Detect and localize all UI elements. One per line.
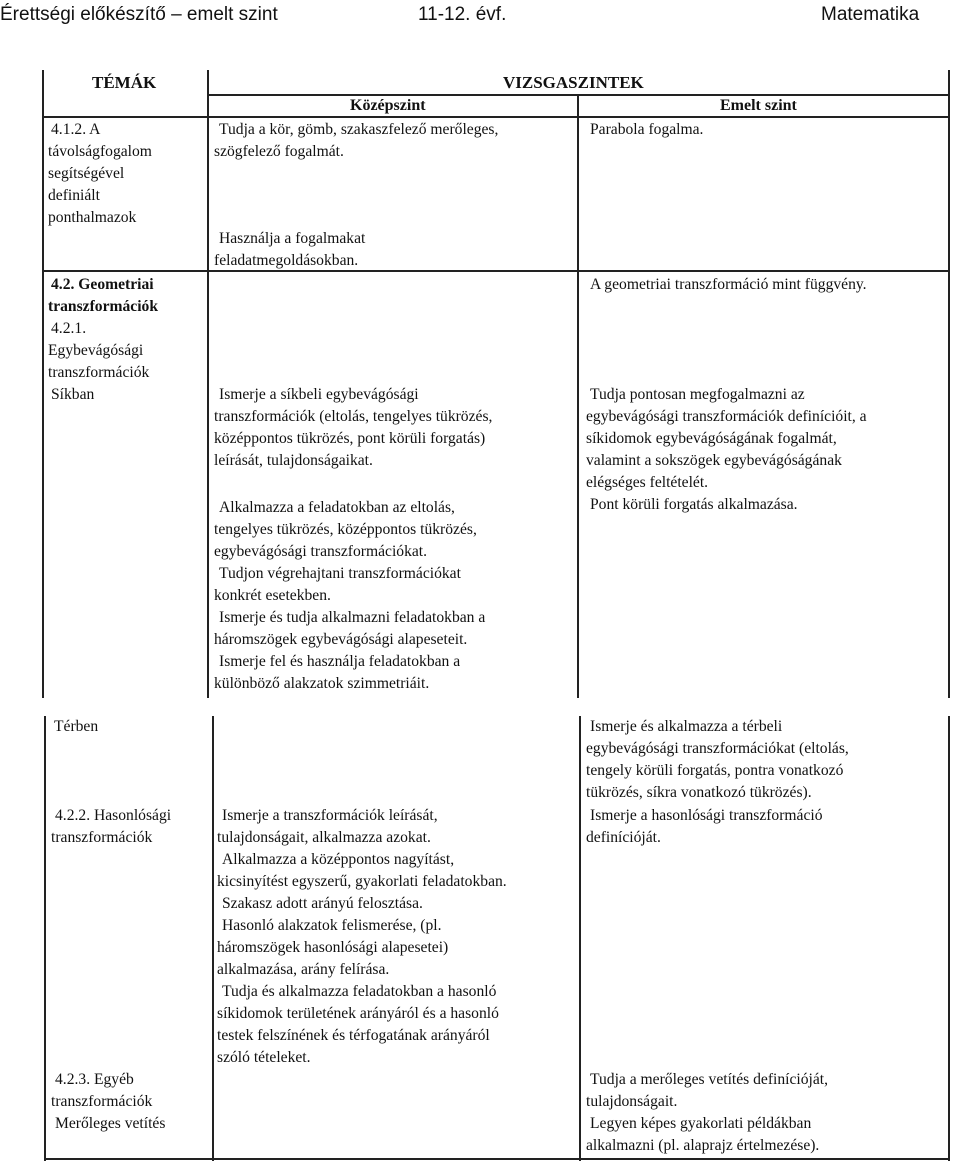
mid-line: Ismerje a transzformációk leírását, [222, 807, 438, 824]
adv-line: alkalmazni (pl. alaprajz értelmezése). [586, 1137, 820, 1154]
topic-heading-line: 4.2. Geometriai [51, 276, 154, 293]
table-border-left [42, 70, 44, 698]
table-border-right [948, 70, 950, 698]
adv-line: egybevágósági transzformációk definícióit, a [586, 408, 867, 425]
mid-line: Tudja a kör, gömb, szakaszfelező merőleges, [219, 121, 499, 138]
adv-line: Ismerje a hasonlósági transzformáció [590, 807, 823, 824]
col-header-adv: Emelt szint [720, 97, 797, 114]
mid-line: síkidomok területének arányáról és a hasonló [217, 1005, 499, 1022]
topic-line: transzformációk [51, 1093, 153, 1110]
mid-line: Ismerje a síkbeli egybevágósági [219, 386, 419, 403]
header-grade: 11-12. évf. [418, 4, 507, 25]
table-bottom-line [44, 1158, 950, 1160]
adv-line: síkidomok egybevágóságának fogalmát, [586, 430, 837, 447]
topic-heading-line: transzformációk [48, 298, 158, 315]
header-divider [207, 94, 950, 96]
topic-line: Merőleges vetítés [55, 1115, 166, 1132]
topic-line: Síkban [51, 386, 95, 403]
row-divider [42, 270, 950, 272]
page-header [0, 0, 960, 30]
mid-line: Tudja és alkalmazza feladatokban a hasonló [222, 983, 497, 1000]
mid-line: tengelyes tükrözés, középpontos tükrözés, [214, 521, 477, 538]
adv-line: elégséges feltételét. [586, 474, 709, 491]
adv-line: Legyen képes gyakorlati példákban [590, 1115, 812, 1132]
header-bottom-line [42, 116, 950, 118]
mid-line: háromszögek hasonlósági alapesetei) [217, 939, 449, 956]
adv-line: valamint a sokszögek egybevágóságának [586, 452, 842, 469]
adv-line: tengely körüli forgatás, pontra vonatkozó [586, 762, 844, 779]
adv-line: Pont körüli forgatás alkalmazása. [590, 496, 798, 513]
mid-line: alkalmazása, arány felírása. [217, 961, 390, 978]
mid-line: Alkalmazza a feladatokban az eltolás, [219, 499, 455, 516]
mid-line: kicsinyítést egyszerű, gyakorlati feladatokban. [217, 873, 507, 890]
mid-line: háromszögek egybevágósági alapeseteit. [214, 631, 468, 648]
topic-line: transzformációk [48, 364, 150, 381]
adv-line: Tudja pontosan megfogalmazni az [590, 386, 805, 403]
mid-line: konkrét esetekben. [214, 587, 331, 604]
col-header-topics: TÉMÁK [92, 73, 157, 92]
mid-line: leírását, tulajdonságaikat. [214, 452, 373, 469]
adv-line: tulajdonságait. [586, 1093, 678, 1110]
mid-line: Alkalmazza a középpontos nagyítást, [222, 851, 455, 868]
adv-line: A geometriai transzformáció mint függvény. [590, 276, 867, 293]
mid-line: testek felszínének és térfogatának arányáról [217, 1027, 490, 1044]
table-divider-topics [207, 70, 209, 698]
table-border-left-lower [44, 716, 46, 1161]
topic-line: ponthalmazok [48, 209, 137, 226]
topic-line: 4.2.1. [51, 320, 87, 337]
adv-line: Ismerje és alkalmazza a térbeli [590, 718, 783, 735]
mid-line: szóló tételeket. [217, 1049, 311, 1066]
topic-line: 4.2.2. Hasonlósági [55, 807, 172, 824]
topic-line: 4.1.2. A [51, 121, 101, 138]
topic-line: 4.2.3. Egyéb [55, 1071, 134, 1088]
topic-line: Egybevágósági [48, 342, 144, 359]
mid-line: feladatmegoldásokban. [214, 252, 359, 269]
adv-line: tükrözés, síkra vonatkozó tükrözés). [586, 784, 812, 801]
table-divider-levels [577, 95, 579, 698]
mid-line: tulajdonságait, alkalmazza azokat. [217, 829, 431, 846]
mid-line: egybevágósági transzformációkat. [214, 543, 428, 560]
adv-line: egybevágósági transzformációkat (eltolás, [586, 740, 849, 757]
topic-line: definiált [48, 187, 100, 204]
header-subject: Matematika [821, 4, 920, 25]
col-header-levels: VIZSGASZINTEK [503, 73, 644, 92]
adv-line: Parabola fogalma. [590, 121, 704, 138]
header-left-title: Érettségi előkészítő – emelt szint [0, 4, 278, 25]
table-border-right-lower [948, 716, 950, 1161]
mid-line: Tudjon végrehajtani transzformációkat [219, 565, 461, 582]
mid-line: Szakasz adott arányú felosztása. [222, 895, 423, 912]
mid-line: középpontos tükrözés, pont körüli forgatás) [214, 430, 486, 447]
table-divider-topics-lower [212, 716, 214, 1161]
mid-line: Ismerje fel és használja feladatokban a [219, 653, 461, 670]
col-header-mid: Középszint [350, 97, 426, 114]
topic-line: transzformációk [51, 829, 153, 846]
mid-line: Hasonló alakzatok felismerése, (pl. [222, 917, 442, 934]
mid-line: különböző alakzatok szimmetriáit. [214, 675, 430, 692]
table-divider-levels-lower [579, 716, 581, 1161]
mid-line: Használja a fogalmakat [219, 230, 366, 247]
adv-line: Tudja a merőleges vetítés definícióját, [590, 1071, 829, 1088]
mid-line: Ismerje és tudja alkalmazni feladatokban a [219, 609, 486, 626]
mid-line: transzformációk (eltolás, tengelyes tükrözés, [214, 408, 493, 425]
adv-line: definícióját. [586, 829, 661, 846]
mid-line: szögfelező fogalmát. [214, 143, 344, 160]
topic-line: Térben [54, 718, 99, 735]
topic-line: segítségével [48, 165, 125, 182]
topic-line: távolságfogalom [48, 143, 152, 160]
